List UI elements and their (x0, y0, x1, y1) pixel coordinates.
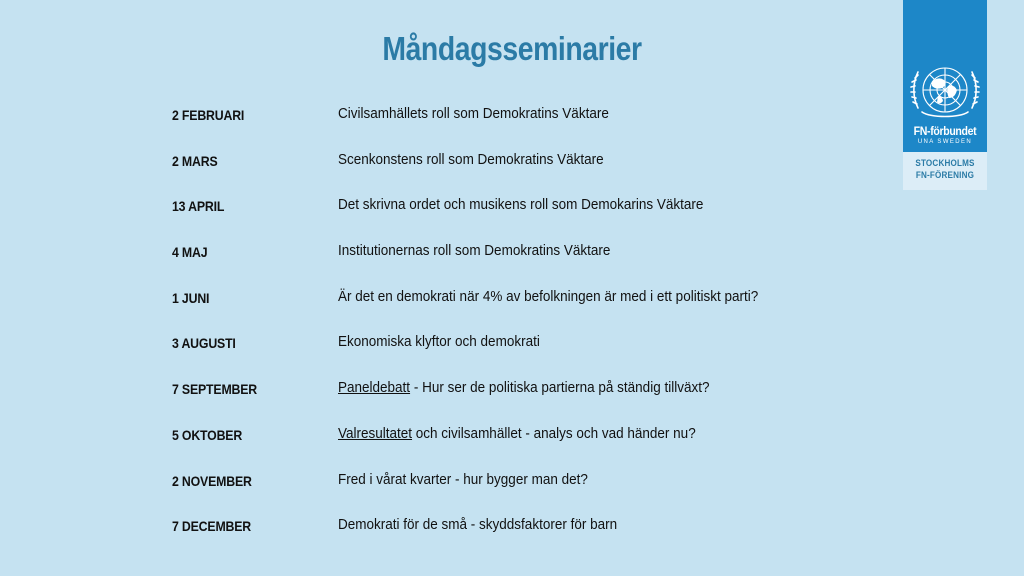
un-logo (903, 0, 987, 152)
schedule-row (172, 508, 872, 554)
schedule-topic (338, 516, 617, 533)
schedule-row (172, 280, 872, 326)
topic-text: Institutionernas roll som Demokratins Väktare (338, 242, 611, 260)
schedule-date: 1 JUNI (172, 289, 210, 306)
topic-text: Scenkonstens roll som Demokratins Väktare (338, 150, 604, 168)
topic-text: Det skrivna ordet och musikens roll som Demokarins Väktare (338, 196, 704, 214)
schedule-row (172, 325, 872, 371)
schedule-date: 4 MAJ (172, 244, 208, 261)
schedule-row (172, 143, 872, 189)
topic-text: Demokrati för de små - skyddsfaktorer för barn (338, 516, 618, 534)
schedule-date: 2 MARS (172, 152, 218, 169)
schedule-topic (338, 196, 703, 213)
schedule-date: 13 APRIL (172, 198, 225, 215)
schedule-row (172, 97, 872, 143)
schedule-date: 7 SEPTEMBER (172, 381, 258, 398)
topic-text: Ekonomiska klyftor och demokrati (338, 333, 540, 351)
schedule-row (172, 417, 872, 463)
schedule-topic (338, 105, 609, 122)
schedule-row (172, 371, 872, 417)
org-line-2: FN-FÖRENING (915, 170, 975, 180)
seminar-schedule (172, 97, 872, 554)
schedule-date: 2 FEBRUARI (172, 107, 245, 123)
org-label-box (903, 152, 987, 190)
topic-text: Civilsamhällets roll som Demokratins Väktare (338, 105, 609, 122)
schedule-date: 5 OKTOBER (172, 426, 243, 443)
schedule-row (172, 234, 872, 280)
logo-subtitle: UNA SWEDEN (917, 139, 973, 145)
topic-link[interactable]: Paneldebatt (338, 379, 411, 397)
schedule-topic (338, 288, 758, 305)
topic-text: och civilsamhället - analys och vad händer nu? (412, 424, 696, 442)
topic-link[interactable]: Valresultatet (338, 424, 413, 442)
schedule-topic (338, 333, 540, 350)
org-line-1: STOCKHOLMS (915, 158, 975, 168)
un-emblem-icon (910, 60, 980, 122)
schedule-topic (338, 379, 709, 396)
topic-text: Är det en demokrati när 4% av befolkningen är med i ett politiskt parti? (338, 287, 759, 305)
schedule-date: 2 NOVEMBER (172, 472, 252, 489)
schedule-row (172, 463, 872, 509)
schedule-topic (338, 242, 610, 259)
schedule-date: 7 DECEMBER (172, 518, 252, 535)
schedule-date: 3 AUGUSTI (172, 335, 236, 352)
page-title: Måndagsseminarier (382, 30, 642, 67)
schedule-topic (338, 151, 604, 168)
logo-name: FN-förbundet (913, 124, 977, 138)
topic-text: Fred i vårat kvarter - hur bygger man det? (338, 470, 588, 488)
schedule-topic (338, 425, 696, 442)
topic-text: - Hur ser de politiska partierna på ständig tillväxt? (410, 379, 710, 397)
schedule-topic (338, 471, 588, 488)
schedule-row (172, 188, 872, 234)
